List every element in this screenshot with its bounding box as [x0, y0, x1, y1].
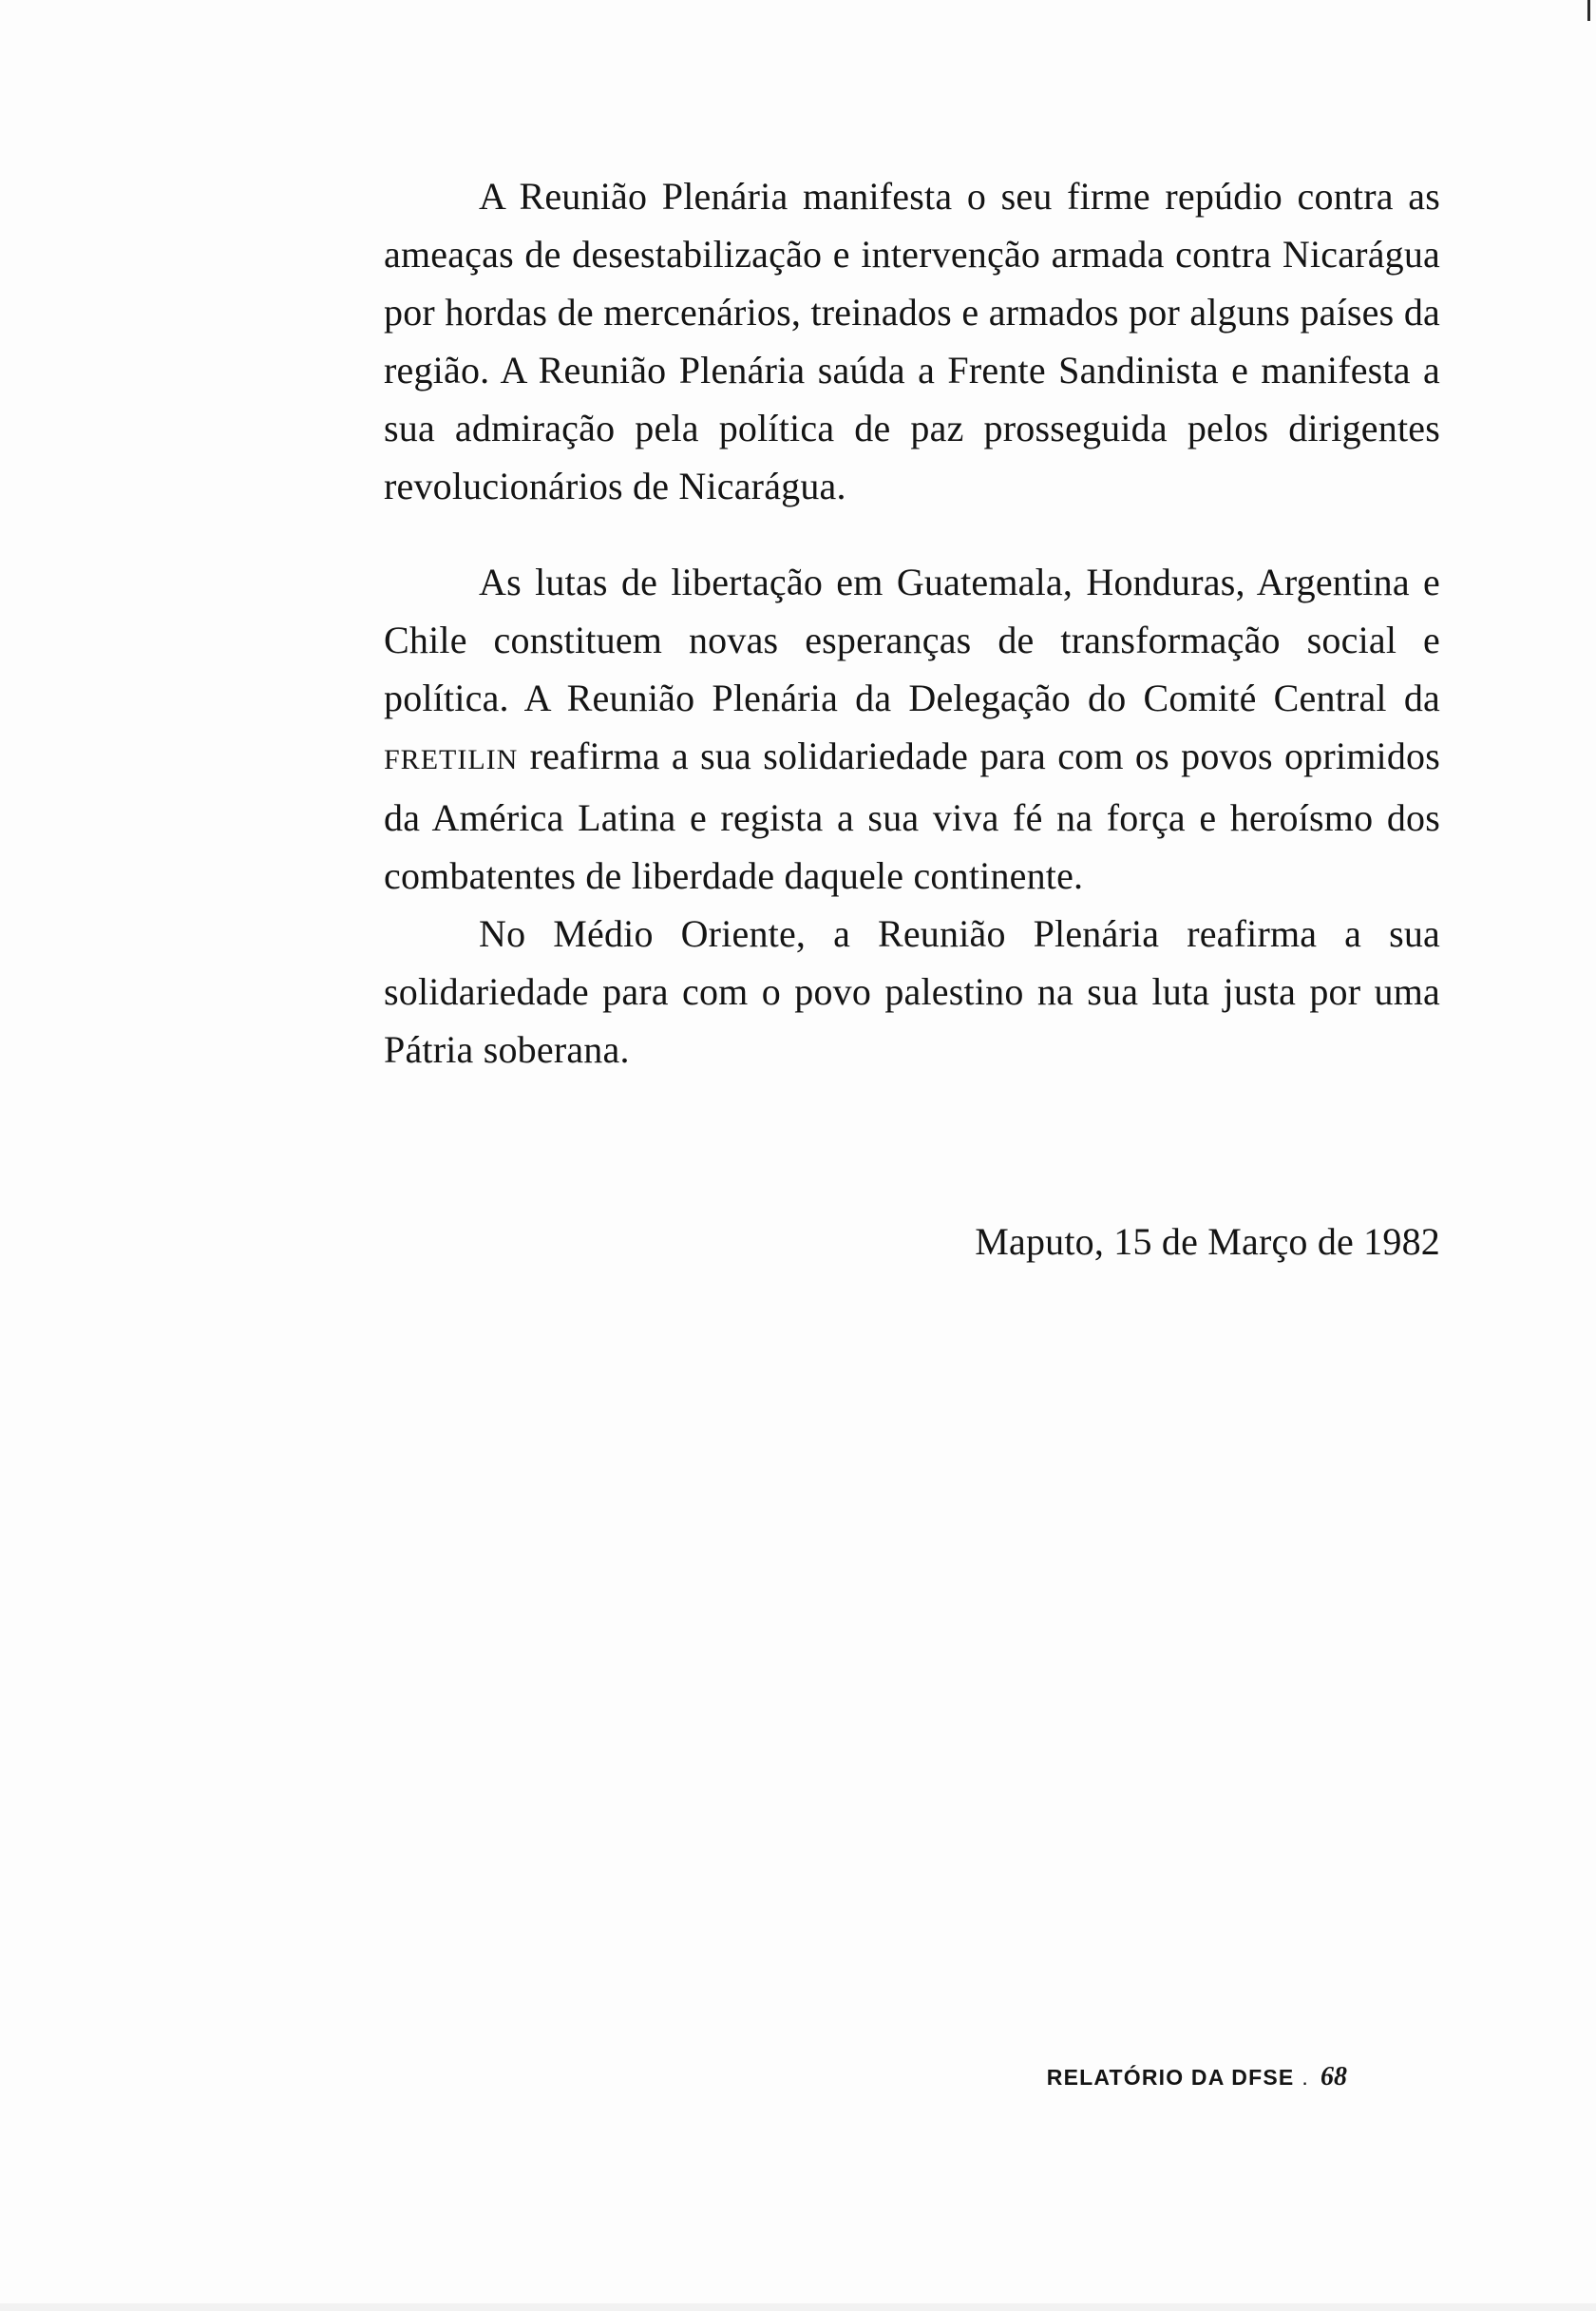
page-number: 68: [1320, 2062, 1347, 2091]
paragraph-latin-america-text-2: reafirma a sua solidariedade para com os povos oprimidos da América Latina e regista a sua viva fé na força e heroísmo dos combatentes de liberdade daquele continente.: [384, 735, 1440, 897]
scan-bottom-edge: [0, 2303, 1596, 2311]
body-text: [384, 167, 1440, 1079]
paragraph-latin-america: [384, 553, 1440, 905]
footer-report-title: RELATÓRIO DA DFSE: [1046, 2065, 1295, 2090]
paragraph-latin-america-text-1: As lutas de libertação em Guatemala, Honduras, Argentina e Chile constituem novas esperanças de transformação social e política. A Reunião Plenária da Delegação do Comité Central da: [384, 561, 1440, 719]
scan-artifact-mark: [1587, 0, 1590, 21]
footer-separator: .: [1302, 2065, 1309, 2090]
place-date-line: Maputo, 15 de Março de 1982: [975, 1220, 1440, 1263]
paragraph-middle-east: No Médio Oriente, a Reunião Plenária reafirma a sua solidariedade para com o povo palestino na sua luta justa por uma Pátria soberana.: [384, 912, 1440, 1071]
fretilin-acronym: FRETILIN: [384, 744, 519, 775]
page-footer: [1047, 2062, 1347, 2092]
paragraph-nicaragua: A Reunião Plenária manifesta o seu firme repúdio contra as ameaças de desestabilização e intervenção armada contra Nicarágua por hordas de mercenários, treinados e armados por alguns países da região. A Reunião Plenária saúda a Frente Sandinista e manifesta a sua admiração pela política de paz prosseguida pelos dirigentes revolucionários de Nicarágua.: [384, 175, 1440, 507]
